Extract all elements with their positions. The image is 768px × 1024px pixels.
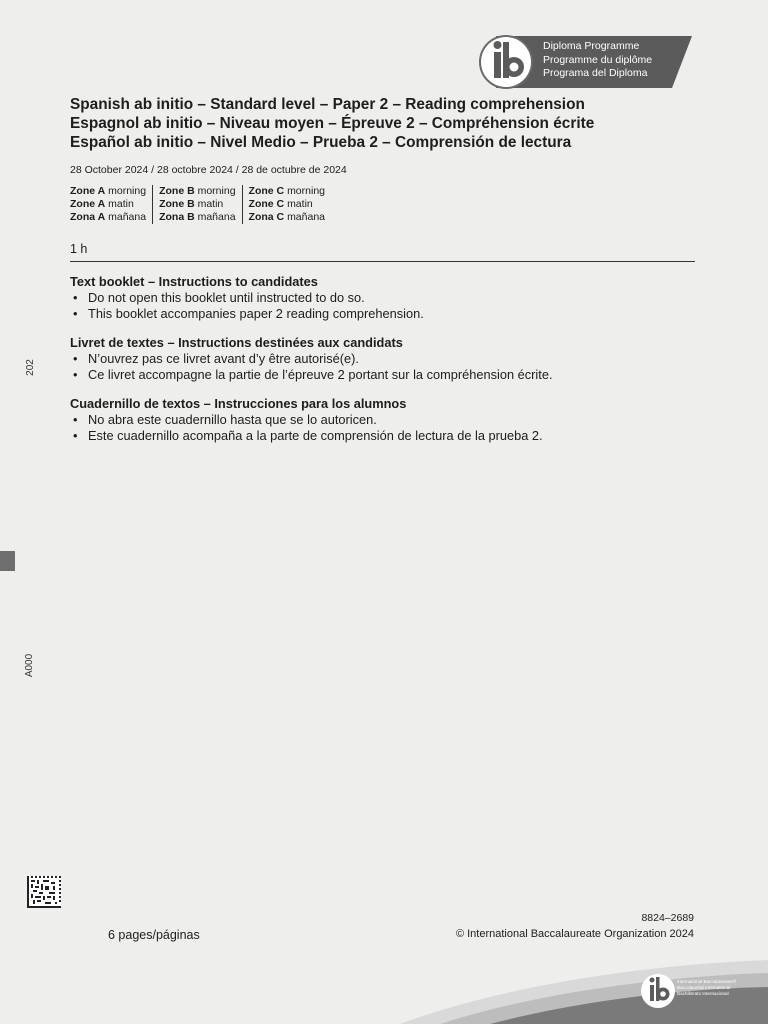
zone-a-column (70, 185, 152, 224)
instructions-french (70, 335, 553, 383)
zone-session: mañana (287, 211, 326, 223)
zone-session: matin (287, 198, 313, 210)
side-code-bottom: A000 (24, 653, 36, 678)
zone-label: Zona B (159, 211, 195, 223)
title-spanish: Español ab initio – Nivel Medio – Prueba 2 – Comprensión de lectura (70, 134, 572, 151)
divider (70, 261, 695, 262)
zone-label: Zona C (248, 211, 285, 223)
time-zones (70, 185, 331, 224)
paper-code: 8824–2689 (641, 912, 694, 924)
title-english: Spanish ab initio – Standard level – Paper 2 – Reading comprehension (70, 96, 585, 113)
datamatrix-code-icon (27, 876, 61, 908)
instruction-item: • Ce livret accompagne la partie de l’épreuve 2 portant sur la compréhension écrite. (70, 367, 553, 383)
title-french: Espagnol ab initio – Niveau moyen – Épreuve 2 – Compréhension écrite (70, 115, 595, 132)
zone-b-column (152, 185, 241, 224)
zone-label: Zone A (70, 185, 106, 197)
zone-session: mañana (197, 211, 236, 223)
zone-label: Zona A (70, 211, 106, 223)
instruction-item: • This booklet accompanies paper 2 reading comprehension. (70, 306, 424, 322)
zone-session: morning (108, 185, 147, 197)
zone-session: mañana (108, 211, 147, 223)
ib-organization-name (677, 979, 736, 997)
programme-name-fr: Programme du diplôme (543, 53, 653, 66)
zone-session: morning (287, 185, 325, 197)
copyright: © International Baccalaureate Organization 2024 (455, 928, 694, 940)
ib-name-fr: Baccalauréat International (677, 985, 731, 990)
zone-c-column (242, 185, 331, 224)
zone-label: Zone C (248, 185, 285, 197)
exam-title (70, 95, 594, 152)
zone-label: Zone B (159, 185, 195, 197)
programme-name (543, 40, 652, 81)
zone-label: Zone C (248, 198, 285, 210)
zone-session: matin (197, 198, 224, 210)
instruction-item: • No abra este cuadernillo hasta que se lo autoricen. (70, 412, 543, 428)
zone-session: matin (108, 198, 134, 210)
page-count: 6 pages/páginas (108, 928, 200, 942)
instructions-spanish (70, 396, 543, 444)
exam-date: 28 October 2024 / 28 octobre 2024 / 28 de octubre de 2024 (70, 164, 347, 176)
zone-label: Zone A (70, 198, 106, 210)
exam-duration: 1 h (70, 242, 88, 256)
registration-mark (0, 551, 15, 571)
programme-name-es: Programa del Diploma (543, 67, 648, 79)
zone-session: morning (197, 185, 236, 197)
section-heading: Text booklet – Instructions to candidates (70, 274, 318, 289)
instructions-english (70, 274, 424, 322)
instruction-item: • Do not open this booklet until instructed to do so. (70, 290, 424, 306)
zone-label: Zone B (159, 198, 195, 210)
instruction-item: • N’ouvrez pas ce livret avant d’y être autorisé(e). (70, 351, 553, 367)
ib-name-en: International Baccalaureate® (677, 979, 737, 984)
section-heading: Cuadernillo de textos – Instrucciones para los alumnos (70, 396, 407, 411)
side-code-top: 202 (24, 359, 36, 376)
ib-name-es: Bachillerato Internacional (677, 991, 729, 996)
programme-name-en: Diploma Programme (543, 40, 640, 52)
instruction-item: • Este cuadernillo acompaña a la parte de comprensión de lectura de la prueba 2. (70, 428, 543, 444)
section-heading: Livret de textes – Instructions destinées aux candidats (70, 335, 403, 350)
